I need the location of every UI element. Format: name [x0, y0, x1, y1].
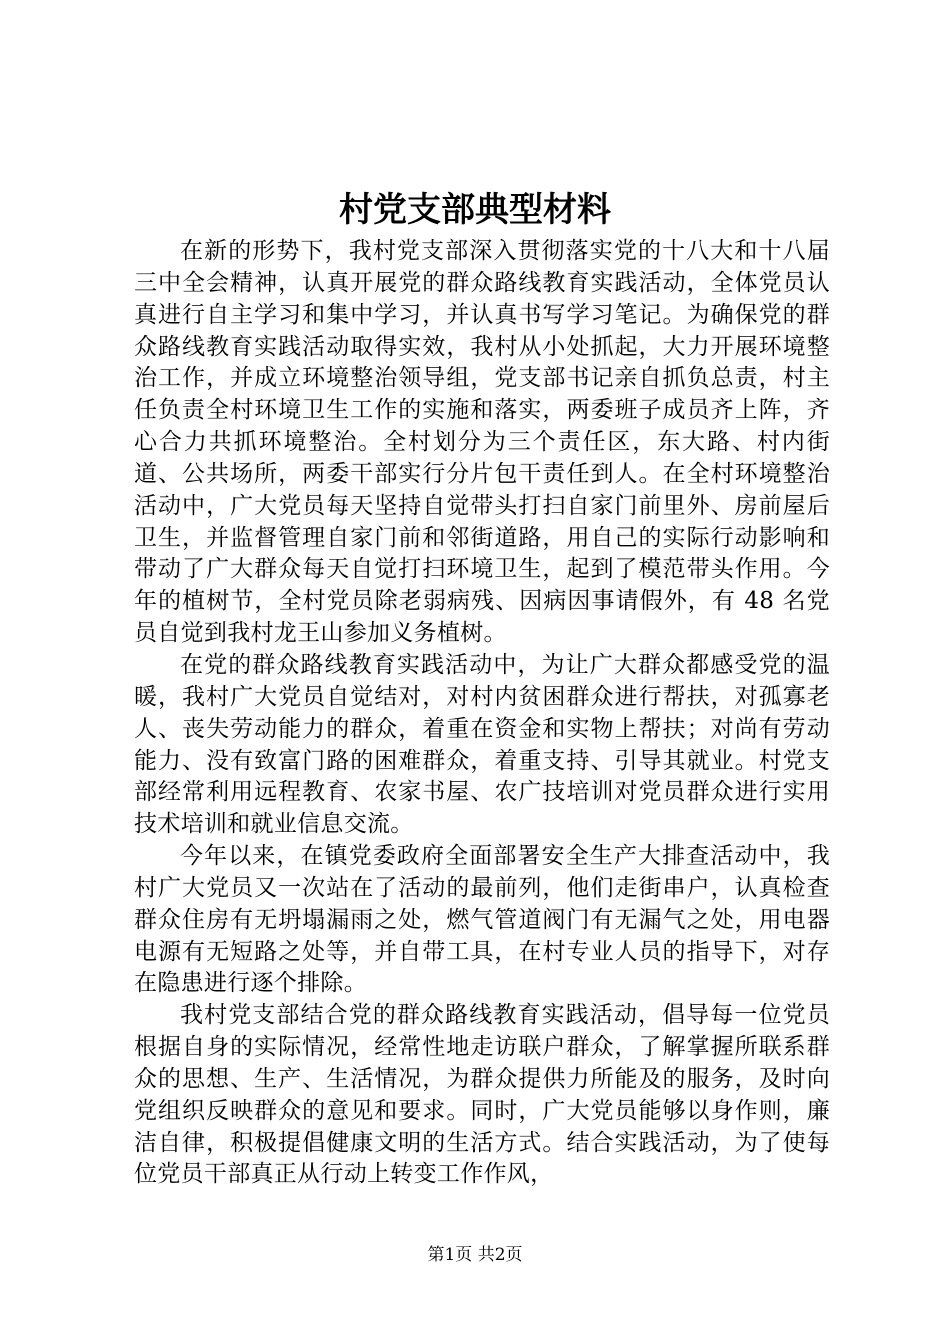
document-title: 村党支部典型材料: [339, 190, 611, 230]
paragraph-2: 在党的群众路线教育实践活动中，为让广大群众都感受党的温暖，我村广大党员自觉结对，对村内贫困群众进行帮扶，对孤寡老人、丧失劳动能力的群众，着重在资金和实物上帮扶；对尚有劳动能力、没有致富门路的困难群众，着重支持、引导其就业。村党支部经常利用远程教育、农家书屋、农广技培训对党员群众进行实用技术培训和就业信息交流。: [134, 651, 830, 838]
paragraph-3: 今年以来，在镇党委政府全面部署安全生产大排查活动中，我村广大党员又一次站在了活动的最前列，他们走街串户，认真检查群众住房有无坍塌漏雨之处，燃气管道阀门有无漏气之处，用电器电源有无短路之处等，并自带工具，在村专业人员的指导下，对存在隐患进行逐个排除。: [134, 843, 830, 997]
page-number-footer: 第1页 共2页: [427, 1245, 523, 1265]
document-body: [134, 236, 830, 1191]
paragraph-1: 在新的形势下，我村党支部深入贯彻落实党的十八大和十八届三中全会精神，认真开展党的群众路线教育实践活动，全体党员认真进行自主学习和集中学习，并认真书写学习笔记。为确保党的群众路线教育实践活动取得实效，我村从小处抓起，大力开展环境整治工作，并成立环境整治领导组，党支部书记亲自抓负总责，村主任负责全村环境卫生工作的实施和落实，两委班子成员齐上阵，齐心合力共抓环境整治。全村划分为三个责任区，东大路、村内街道、公共场所，两委干部实行分片包干责任到人。在全村环境整治活动中，广大党员每天坚持自觉带头打扫自家门前里外、房前屋后卫生，并监督管理自家门前和邻街道路，用自己的实际行动影响和带动了广大群众每天自觉打扫环境卫生，起到了模范带头作用。今年的植树节，全村党员除老弱病残、因病因事请假外，有 48 名党员自觉到我村龙王山参加义务植树。: [134, 238, 830, 647]
paragraph-4: 我村党支部结合党的群众路线教育实践活动，倡导每一位党员根据自身的实际情况，经常性地走访联户群众，了解掌握所联系群众的思想、生产、生活情况，为群众提供力所能及的服务，及时向党组织反映群众的意见和要求。同时，广大党员能够以身作则，廉洁自律，积极提倡健康文明的生活方式。结合实践活动，为了使每位党员干部真正从行动上转变工作作风，: [134, 1002, 830, 1188]
